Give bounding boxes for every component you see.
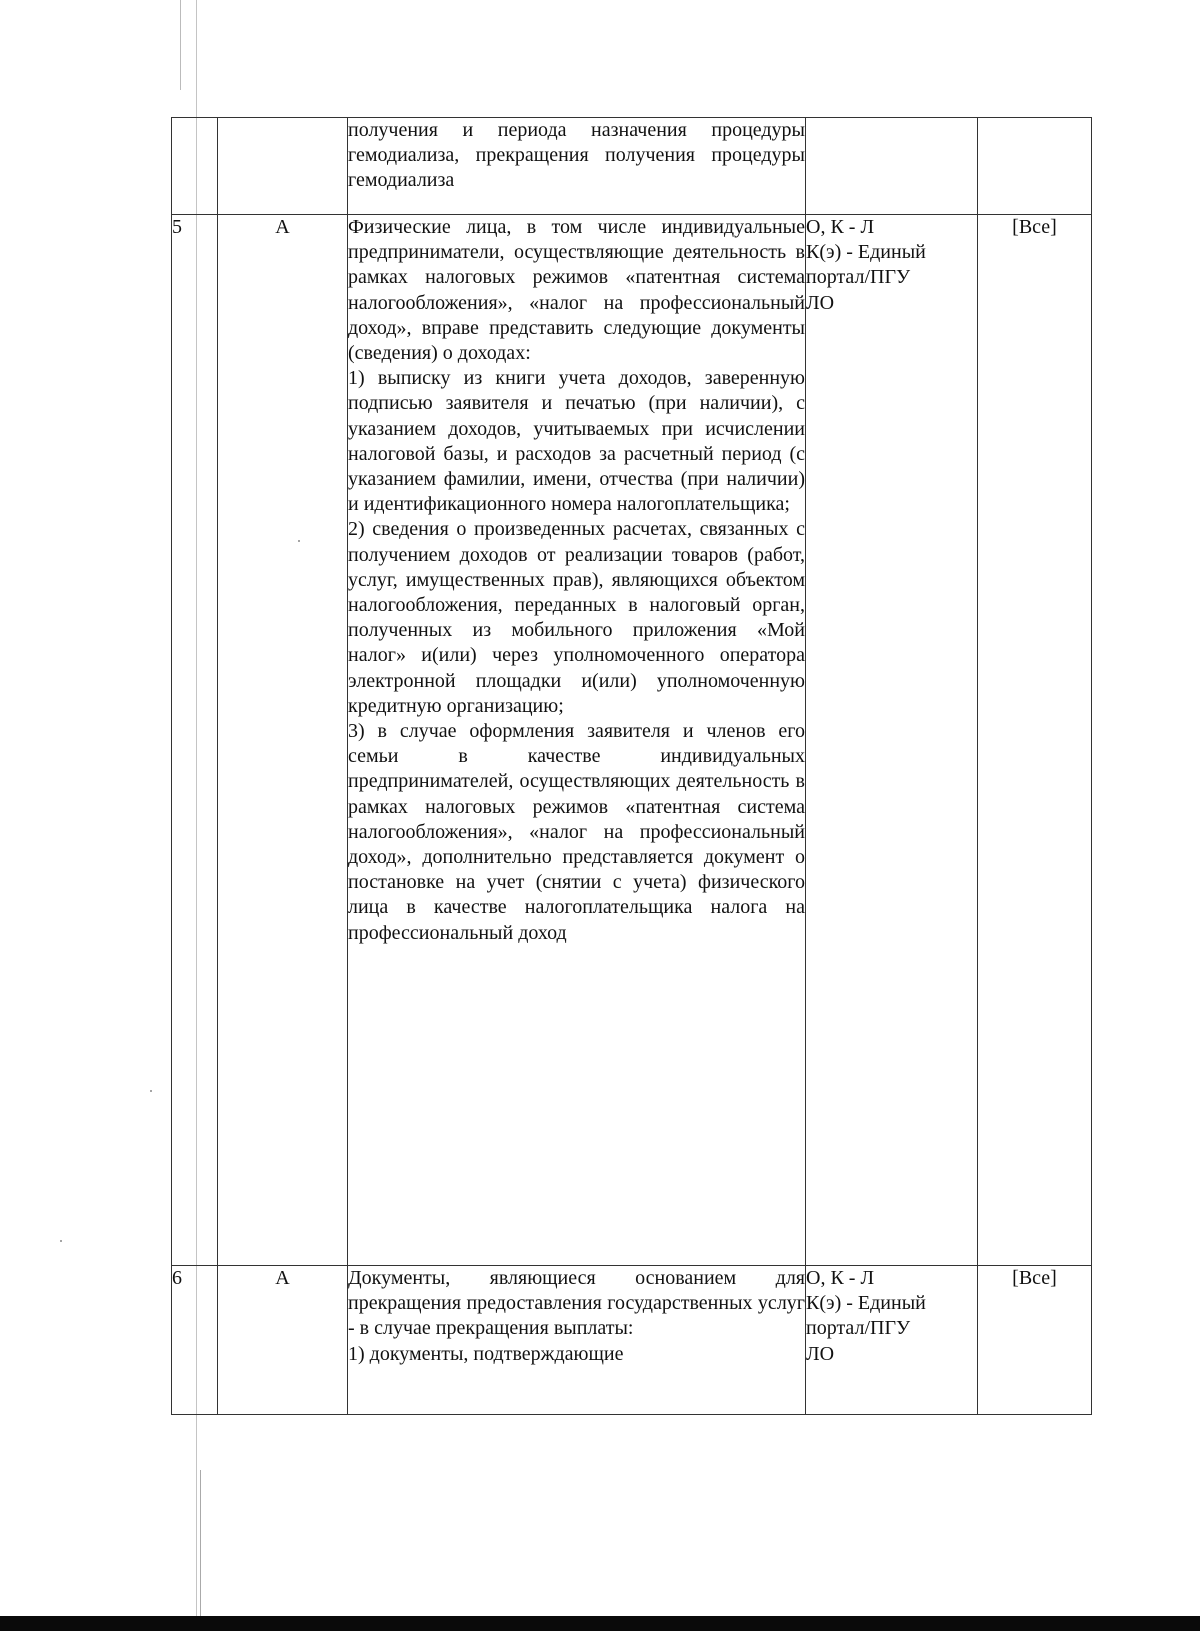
row-scope [978,118,1092,215]
row-category: А [218,1266,348,1415]
source-line: О, К - Л [806,1267,875,1289]
scan-artifact-dot [150,1090,152,1092]
row-scope: [Все] [978,1266,1092,1415]
row-number: 5 [172,215,218,1266]
scan-artifact-line [180,0,181,90]
description-paragraph: Физические лица, в том числе индивидуальные предприниматели, осуществляющие деятельность в рамках налоговых режимов «патентная система налогообложения», «налог на профессиональный доход», вправе представить следующие документы (сведения) о доходах: [348,216,805,365]
row-description [348,118,806,215]
row-source [806,118,978,215]
description-paragraph: Документы, являющиеся основанием для прекращения предоставления государственных услуг - в случае прекращения выплаты: [348,1267,805,1340]
table-row [172,215,1092,1266]
source-line: портал/ПГУ [806,1317,911,1340]
source-line: портал/ПГУ [806,266,911,289]
scan-artifact-dot [60,1240,62,1242]
source-line: ЛО [806,1342,835,1365]
row-scope: [Все] [978,215,1092,1266]
scan-artifact-line [200,1470,201,1631]
row-source [806,1266,978,1415]
row-category: А [218,215,348,1266]
description-paragraph: 2) сведения о произведенных расчетах, связанных с получением доходов от реализации товаров (работ, услуг, имущественных прав), являющихся объектом налогообложения, переданных в налоговый орган, полученных из мобильного приложения «Мой налог» и(или) через уполномоченного оператора электронной площадки и(или) уполномоченную кредитную организацию; [348,518,805,717]
description-paragraph: 1) документы, подтверждающие [348,1342,624,1365]
description-paragraph: 1) выписку из книги учета доходов, заверенную подписью заявителя и печатью (при наличии), с указанием доходов, учитываемых при исчислении налоговой базы, и расходов за расчетный период (с указанием фамилии, имени, отчества (при наличии) и идентификационного номера налогоплательщика; [348,367,805,516]
row-number: 6 [172,1266,218,1415]
document-table [171,117,1092,1415]
scan-artifact-bottom-edge [0,1616,1200,1631]
row-source [806,215,978,1266]
row-description [348,215,806,1266]
row-category [218,118,348,215]
description-paragraph: получения и периода назначения процедуры гемодиализа, прекращения получения процедуры гемодиализа [348,119,805,192]
description-paragraph: 3) в случае оформления заявителя и членов его семьи в качестве индивидуальных предпринимателей, осуществляющих деятельность в рамках налоговых режимов «патентная система налогообложения», «налог на профессиональный доход», дополнительно представляется документ о постановке на учет (снятии с учета) физического лица в качестве налогоплательщика налога на профессиональный доход [348,720,805,944]
source-line: О, К - Л [806,216,875,238]
row-number [172,118,218,215]
source-line: К(э) - Единый [806,241,926,264]
source-line: К(э) - Единый [806,1292,926,1315]
source-line: ЛО [806,291,835,314]
table-row [172,1266,1092,1415]
table-row [172,118,1092,215]
row-description [348,1266,806,1415]
